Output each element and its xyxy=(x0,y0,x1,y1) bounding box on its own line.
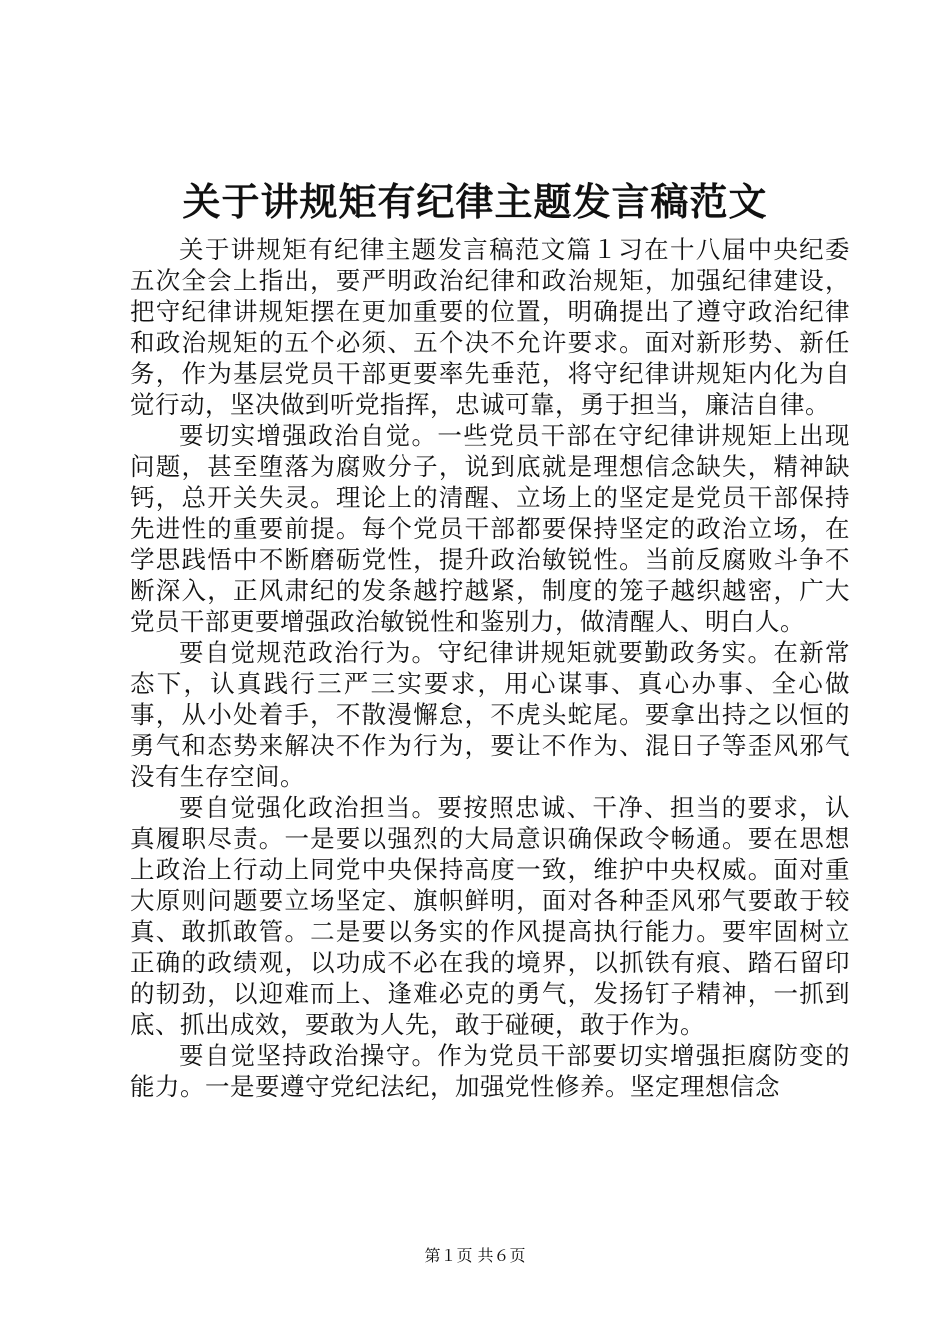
paragraph: 关于讲规矩有纪律主题发言稿范文篇１习在十八届中央纪委五次全会上指出，要严明政治纪律和政治规矩，加强纪律建设，把守纪律讲规矩摆在更加重要的位置，明确提出了遵守政治纪律和政治规矩的五个必须、五个决不允许要求。面对新形势、新任务，作为基层党员干部更要率先垂范，将守纪律讲规矩内化为自觉行动，坚决做到听党指挥，忠诚可靠，勇于担当，廉洁自律。 xyxy=(130,235,850,419)
paragraph: 要切实增强政治自觉。一些党员干部在守纪律讲规矩上出现问题，甚至堕落为腐败分子，说到底就是理想信念缺失，精神缺钙，总开关失灵。理论上的清醒、立场上的坚定是党员干部保持先进性的重要前提。每个党员干部都要保持坚定的政治立场，在学思践悟中不断磨砺党性，提升政治敏锐性。当前反腐败斗争不断深入，正风肃纪的发条越拧越紧，制度的笼子越织越密，广大党员干部更要增强政治敏锐性和鉴别力，做清醒人、明白人。 xyxy=(130,421,850,636)
page-number-footer: 第１页 共６页 xyxy=(424,1246,526,1265)
paragraph: 要自觉坚持政治操守。作为党员干部要切实增强拒腐防变的能力。一是要遵守党纪法纪，加强党性修养。坚定理想信念 xyxy=(130,1041,850,1101)
paragraph: 要自觉强化政治担当。要按照忠诚、干净、担当的要求，认真履职尽责。一是要以强烈的大局意识确保政令畅通。要在思想上政治上行动上同党中央保持高度一致，维护中央权威。面对重大原则问题要立场坚定、旗帜鲜明，面对各种歪风邪气要敢于较真、敢抓敢管。二是要以务实的作风提高执行能力。要牢固树立正确的政绩观，以功成不必在我的境界，以抓铁有痕、踏石留印的韧劲，以迎难而上、逢难必克的勇气，发扬钉子精神，一抓到底、抓出成效，要敢为人先，敢于碰硬，敢于作为。 xyxy=(130,793,850,1039)
document-title: 关于讲规矩有纪律主题发言稿范文 xyxy=(182,179,768,224)
document-body xyxy=(130,234,850,1102)
paragraph: 要自觉规范政治行为。守纪律讲规矩就要勤政务实。在新常态下，认真践行三严三实要求，用心谋事、真心办事、全心做事，从小处着手，不散漫懈怠，不虎头蛇尾。要拿出持之以恒的勇气和态势来解决不作为行为，要让不作为、混日子等歪风邪气没有生存空间。 xyxy=(130,638,850,791)
